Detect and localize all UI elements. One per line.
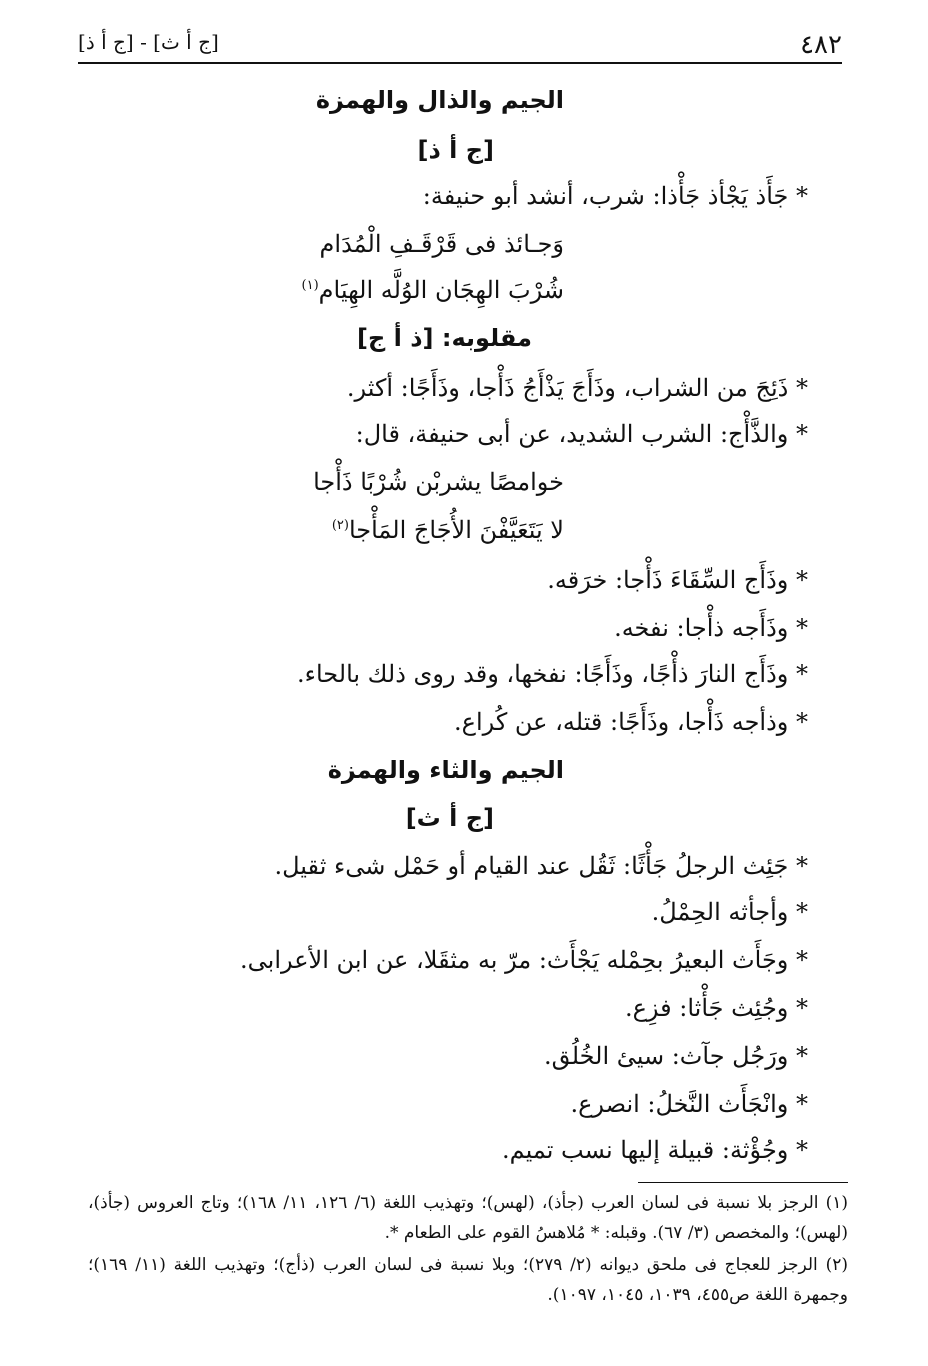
page-number: ٤٨٢ [800, 30, 842, 60]
footnote: (٢) الرجز للعجاج فى ملحق ديوانه (٢/ ٢٧٩)؛ وبلا نسبة فى لسان العرب (ذأج)؛ وتهذيب اللغة (١١/ ١٦٩)؛ وجمهرة اللغة ص٤٥٥، ١٠٣٩، ١٠٤٥، ١٠٩٧). [88, 1255, 848, 1305]
root-heading: [ج أ ث] [405, 804, 494, 832]
entry-line: * وجَأَث البعيرُ بحِمْله يَجْأَث: مرّ به مثقَلا، عن ابن الأعرابى. [240, 946, 808, 974]
verse-line [302, 276, 564, 304]
section-heading: الجيم والثاء والهمزة [327, 756, 564, 784]
section-heading: الجيم والذال والهمزة [315, 86, 564, 114]
verse-text: شُرْبَ الهِجَان الوُلَّه الهِيَام [318, 276, 564, 304]
verse-line [332, 516, 564, 544]
page-header [78, 22, 842, 64]
entry-line: * وجُئِث جَأْثا: فزِع. [624, 994, 808, 1022]
verse-line: خوامصًا يشربْن شُرْبًا ذَأْجا [313, 468, 564, 496]
entry-line: * وذَأَج السِّقَاءَ ذَأْجا: خرَقه. [547, 566, 808, 594]
root-heading: [ج أ ذ] [417, 136, 494, 164]
footnote-marker: (١) [301, 278, 319, 293]
verse-text: لا يَتَعَيَّفْنَ الأُجَاجَ المَأْجا [348, 516, 564, 544]
entry-line: * وانْجَأَث النَّخلُ: انصرع. [570, 1090, 808, 1118]
entry-line: * جَئِث الرجلُ جَأْثًا: ثَقُل عند القيام أو حَمْل شىء ثقيل. [274, 852, 808, 880]
entry-line: * والذَّأْج: الشرب الشديد، عن أبى حنيفة، قال: [355, 420, 808, 448]
entry-line: * وجُؤْثة: قبيلة إليها نسب تميم. [501, 1136, 808, 1164]
entry-line: * جَأَذ يَجْأذ جَأْذا: شرب، أنشد أبو حنيفة: [422, 182, 808, 210]
entry-line: * وذَأَج النارَ ذأْجًا، وذَأَجًا: نفخها، وقد روى ذلك بالحاء. [297, 660, 808, 688]
verse-line: وَجـائذ فى قَرْقَـفِ الْمُدَام [319, 230, 564, 258]
page-range: [ج أ ذ] - [ج أ ث] [78, 30, 219, 54]
footnote: (١) الرجز بلا نسبة فى لسان العرب (جأذ)، (لهس)؛ وتهذيب اللغة (٦/ ١٢٦، ١١/ ١٦٨)؛ وتاج العروس (جأذ)، (لهس)؛ والمخصص (٣/ ٦٧). وقبله: * مُلاهسُ القوم على الطعام *. [88, 1193, 848, 1243]
footnote-separator [638, 1182, 848, 1183]
entry-line: * ذَئِجَ من الشراب، وذَأَجَ يَذْأَجُ ذَأْجا، وذَأَجًا: أكثر. [346, 374, 808, 402]
entry-line: * وذَأَجه ذأْجا: نفخه. [614, 614, 808, 642]
footnote-marker: (٢) [331, 518, 349, 533]
entry-line: * وذأجه ذَأْجا، وذَأَجًا: قتله، عن كُراع. [454, 708, 808, 736]
entry-line: * وأجأثه الحِمْلُ. [651, 898, 808, 926]
subsection-heading: مقلوبه: [ذ أ ج] [357, 324, 532, 352]
entry-line: * ورَجُل جآث: سيئ الخُلُق. [544, 1042, 808, 1070]
